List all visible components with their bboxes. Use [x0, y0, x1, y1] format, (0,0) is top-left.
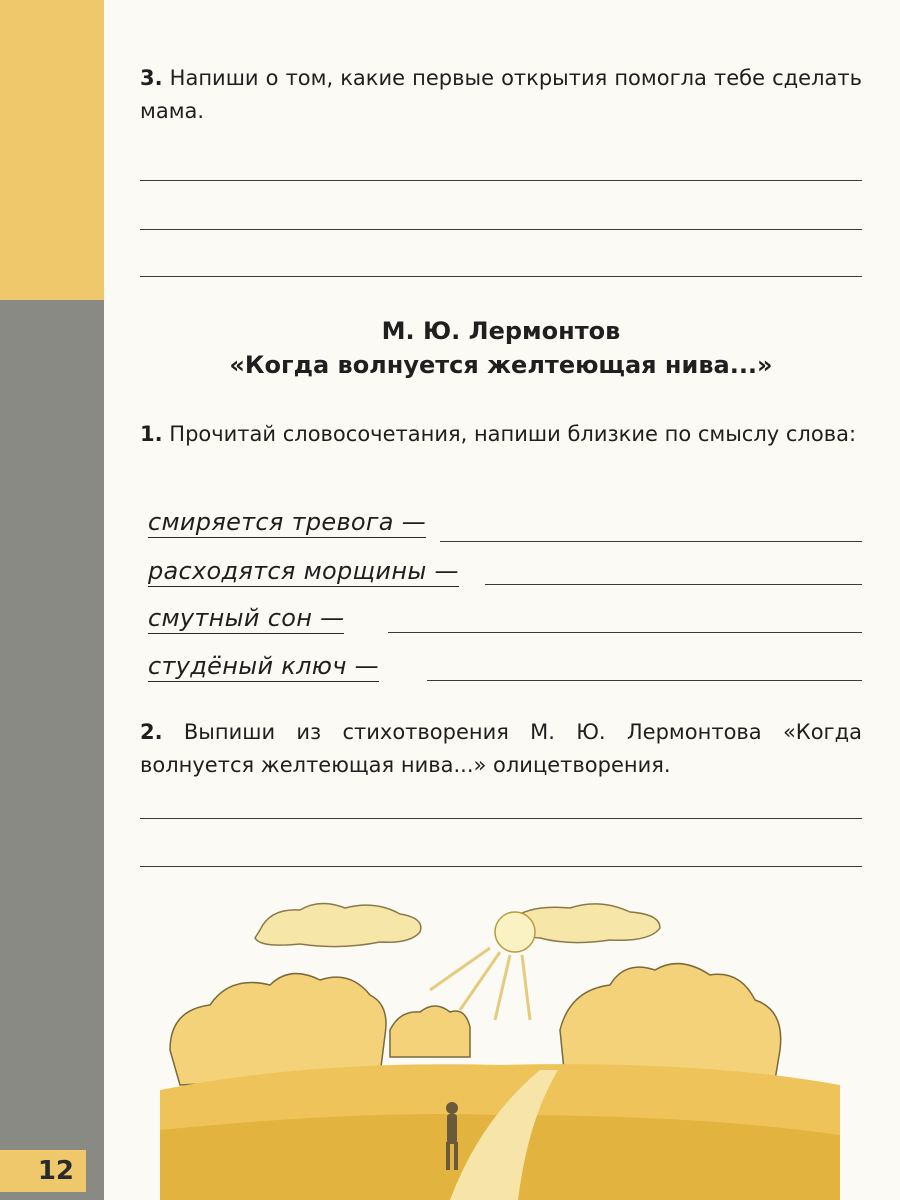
answer-line-2-1[interactable]: [140, 818, 862, 819]
answer-line-3-3[interactable]: [140, 276, 862, 277]
answer-line-1-1[interactable]: [440, 541, 862, 542]
answer-line-3-2[interactable]: [140, 229, 862, 230]
task-2-text: Выпиши из стихотворения М. Ю. Лермонтова «Когда волнуется желтеющая нива...» олицетворения.: [140, 720, 862, 777]
task-3: [140, 62, 862, 128]
page-number: 12: [0, 1150, 86, 1192]
task-3-number: 3.: [140, 66, 163, 90]
phrase-2: расходятся морщины —: [148, 557, 459, 585]
task-3-text: Напиши о том, какие первые открытия помогла тебе сделать мама.: [140, 66, 862, 123]
phrase-4: студёный ключ —: [148, 652, 379, 680]
answer-line-1-3[interactable]: [388, 632, 862, 633]
task-2-number: 2.: [140, 720, 163, 744]
answer-line-3-1[interactable]: [140, 180, 862, 181]
task-1-number: 1.: [140, 422, 163, 446]
landscape-illustration: [160, 880, 840, 1200]
task-1: [140, 418, 862, 451]
cloud-icon: [255, 903, 660, 946]
sun-icon: [430, 912, 535, 1020]
margin-strip-gray: [0, 300, 104, 1200]
task-1-text: Прочитай словосочетания, напиши близкие по смыслу слова:: [169, 422, 857, 446]
phrase-1: смиряется тревога —: [148, 508, 427, 536]
answer-line-2-2[interactable]: [140, 866, 862, 867]
section-author: М. Ю. Лермонтов: [381, 317, 621, 345]
task-2: [140, 716, 862, 782]
answer-line-1-2[interactable]: [485, 584, 862, 585]
answer-line-1-4[interactable]: [427, 680, 862, 681]
field-icon: [160, 1064, 840, 1200]
phrase-3: смутный сон —: [148, 604, 345, 632]
margin-strip-yellow: [0, 0, 104, 300]
section-title: «Когда волнуется желтеющая нива...»: [229, 351, 773, 379]
